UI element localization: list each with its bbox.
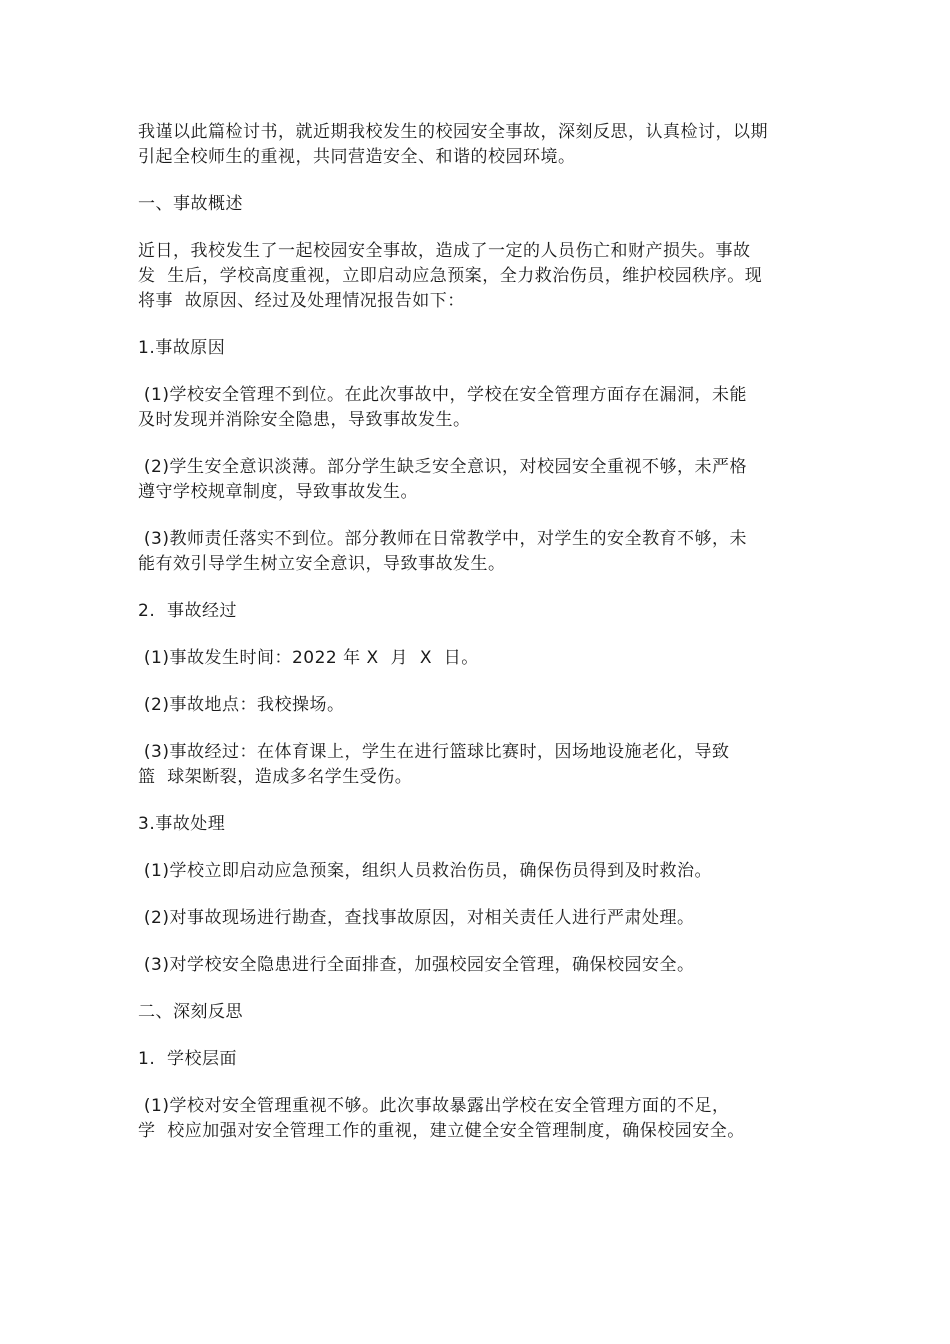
cause-line: 能有效引导学生树立安全意识，导致事故发生。 — [138, 554, 506, 574]
overview-line: 将事 故原因、经过及处理情况报告如下： — [138, 291, 465, 311]
overview-line: 近日，我校发生了一起校园安全事故，造成了一定的人员伤亡和财产损失。事故 — [138, 241, 751, 261]
subheading-cause: 1.事故原因 — [138, 338, 226, 358]
process-item-2: (2)事故地点：我校操场。 — [138, 695, 345, 715]
process-item-3 — [138, 740, 818, 790]
section-heading-overview: 一、事故概述 — [138, 194, 243, 214]
cause-line: 及时发现并消除安全隐患，导致事故发生。 — [138, 410, 471, 430]
intro-line: 我谨以此篇检讨书，就近期我校发生的校园安全事故，深刻反思，认真检讨，以期 — [138, 122, 768, 142]
process-item-1: (1)事故发生时间：2022 年 X 月 X 日。 — [138, 648, 479, 668]
handling-item-2: (2)对事故现场进行勘查，查找事故原因，对相关责任人进行严肃处理。 — [138, 908, 695, 928]
document-body — [138, 120, 818, 1144]
cause-item-1 — [138, 383, 818, 433]
overview-line: 发 生后，学校高度重视，立即启动应急预案，全力救治伤员，维护校园秩序。现 — [138, 266, 763, 286]
cause-line: (1)学校安全管理不到位。在此次事故中，学校在安全管理方面存在漏洞，未能 — [138, 385, 747, 405]
school-line: (1)学校对安全管理重视不够。此次事故暴露出学校在安全管理方面的不足， — [138, 1096, 730, 1116]
process-line: (3)事故经过：在体育课上，学生在进行篮球比赛时，因场地设施老化，导致 — [138, 742, 730, 762]
cause-item-2 — [138, 455, 818, 505]
overview-paragraph — [138, 239, 818, 314]
process-line: 篮 球架断裂，造成多名学生受伤。 — [138, 767, 413, 787]
handling-item-1: (1)学校立即启动应急预案，组织人员救治伤员，确保伤员得到及时救治。 — [138, 861, 712, 881]
cause-line: 遵守学校规章制度，导致事故发生。 — [138, 482, 418, 502]
handling-item-3: (3)对学校安全隐患进行全面排查，加强校园安全管理，确保校园安全。 — [138, 955, 695, 975]
cause-item-3 — [138, 527, 818, 577]
subheading-process: 2. 事故经过 — [138, 601, 238, 621]
cause-line: (3)教师责任落实不到位。部分教师在日常教学中，对学生的安全教育不够，未 — [138, 529, 747, 549]
subheading-school: 1. 学校层面 — [138, 1049, 238, 1069]
school-line: 学 校应加强对安全管理工作的重视，建立健全安全管理制度，确保校园安全。 — [138, 1121, 745, 1141]
intro-line: 引起全校师生的重视，共同营造安全、和谐的校园环境。 — [138, 147, 576, 167]
intro-paragraph — [138, 120, 818, 170]
subheading-handling: 3.事故处理 — [138, 814, 226, 834]
cause-line: (2)学生安全意识淡薄。部分学生缺乏安全意识，对校园安全重视不够，未严格 — [138, 457, 747, 477]
school-item-1 — [138, 1094, 818, 1144]
section-heading-reflection: 二、深刻反思 — [138, 1002, 243, 1022]
